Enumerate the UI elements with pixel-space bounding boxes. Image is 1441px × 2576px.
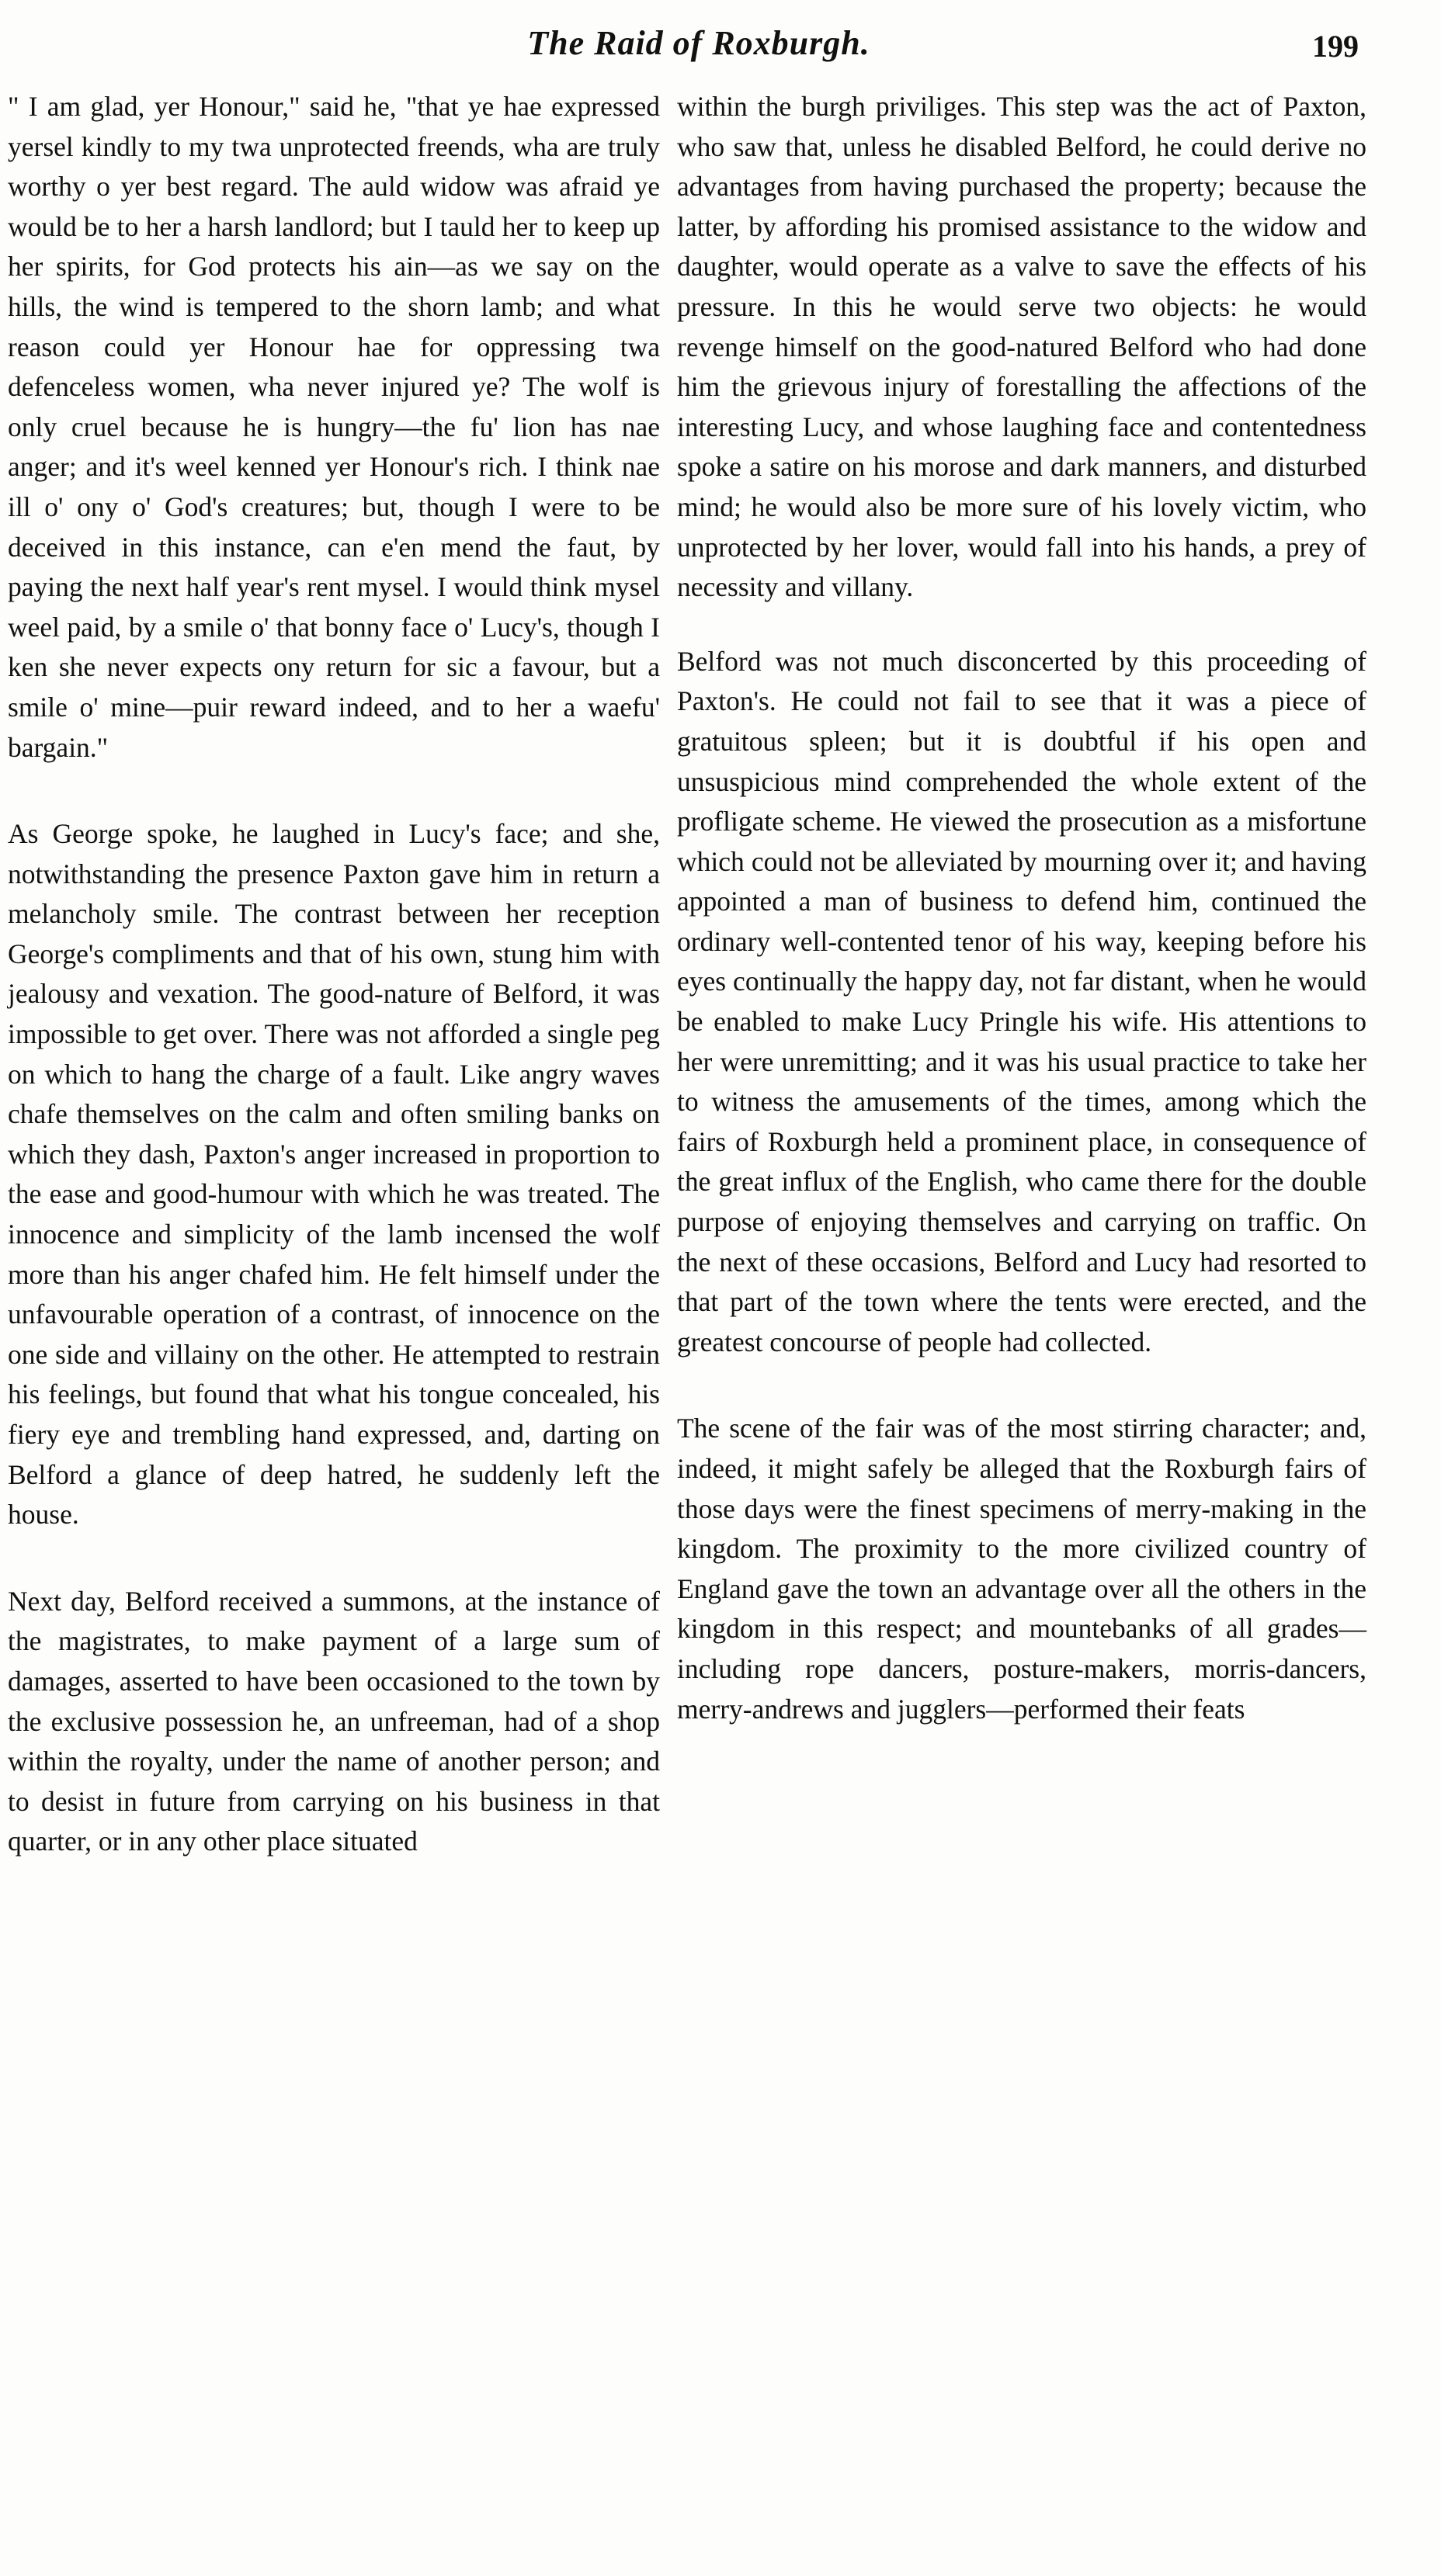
paragraph: within the burgh priviliges. This step was the act of Paxton, who saw that, unless he disabled Belford, he could derive no advantages from having purchased the property; because the latter, by affording his promised assistance to the widow and daughter, would operate as a valve to save the effects of his pressure. In this he would serve two objects: he would revenge himself on the good-natured Belford who had done him the grievous injury of forestalling the affections of the interesting Lucy, and whose laughing face and contentedness spoke a satire on his morose and dark manners, and disturbed mind; he would also be more sure of his lovely victim, who unprotected by her lover, would fall into his hands, a prey of necessity and villany. (677, 91, 1366, 603)
running-title: The Raid of Roxburgh. (527, 24, 870, 62)
running-head (0, 23, 1441, 70)
paragraph: Belford was not much disconcerted by this proceeding of Paxton's. He could not fail to see that it was a piece of gratuitous spleen; but it is doubtful if his open and unsuspicious mind comprehended the whole extent of the profligate scheme. He viewed the prosecution as a misfortune which could not be alleviated by mourning over it; and having appointed a man of business to defend him, continued the ordinary well-contented tenor of his way, keeping before his eyes continually the happy day, not far distant, when he would be enabled to make Lucy Pringle his wife. His attentions to her were unremitting; and it was his usual practice to take her to witness the amusements of the times, among which the fairs of Roxburgh held a prominent place, in consequence of the great influx of the English, who came there for the double purpose of enjoying themselves and carrying on traffic. On the next of these occasions, Belford and Lucy had resorted to that part of the town where the tents were erected, and the greatest concourse of people had collected. (677, 645, 1366, 1357)
page-number: 199 (1312, 29, 1359, 64)
paragraph: Next day, Belford received a summons, at the instance of the magistrates, to make payment of a large sum of damages, asserted to have been occasioned to the town by the exclusive possession he, an unfreeman, had of a shop within the royalty, under the name of another person; and to desist in future from carrying on his business in that quarter, or in any other place situated (8, 1585, 660, 1857)
paragraph: " I am glad, yer Honour," said he, "that ye hae expressed yersel kindly to my twa unprotected freends, wha are truly worthy o yer best regard. The auld widow was afraid ye would be to her a harsh landlord; but I tauld her to keep up her spirits, for God protects his ain—as we say on the hills, the wind is tempered to the shorn lamb; and what reason could yer Honour hae for oppressing twa defenceless women, wha never injured ye? The wolf is only cruel because he is hungry—the fu' lion has nae anger; and it's weel kenned yer Honour's rich. I think nae ill o' ony o' God's creatures; but, though I were to be deceived in this instance, can e'en mend the faut, by paying the next half year's rent mysel. I would think mysel weel paid, by a smile o' that bonny face o' Lucy's, though I ken she never expects ony return for sic a favour, but a smile o' mine—puir reward indeed, and to her a waefu' bargain." (8, 91, 660, 763)
paragraph: As George spoke, he laughed in Lucy's face; and she, notwithstanding the presence Paxton gave him in return a melancholy smile. The contrast between her reception George's compliments and that of his own, stung him with jealousy and vexation. The good-nature of Belford, it was impossible to get over. There was not afforded a single peg on which to hang the charge of a fault. Like angry waves chafe themselves on the calm and often smiling banks on which they dash, Paxton's anger increased in proportion to the ease and good-humour with which he was treated. The innocence and simplicity of the lamb incensed the wolf more than his anger chafed him. He felt himself under the unfavourable operation of a contrast, of innocence on the one side and villainy on the other. He attempted to restrain his feelings, but found that what his tongue concealed, his fiery eye and trembling hand expressed, and, darting on Belford a glance of deep hatred, he suddenly left the house. (8, 818, 660, 1531)
paragraph: The scene of the fair was of the most stirring character; and, indeed, it might safely be alleged that the Roxburgh fairs of those days were the finest specimens of merry-making in the kingdom. The proximity to the more civilized country of England gave the town an advantage over all the others in the kingdom in this respect; and mountebanks of all grades—including rope dancers, posture-makers, morris-dancers, merry-andrews and jugglers—performed their feats (677, 1413, 1366, 1725)
right-column (677, 87, 1366, 1729)
left-column (8, 87, 660, 1862)
